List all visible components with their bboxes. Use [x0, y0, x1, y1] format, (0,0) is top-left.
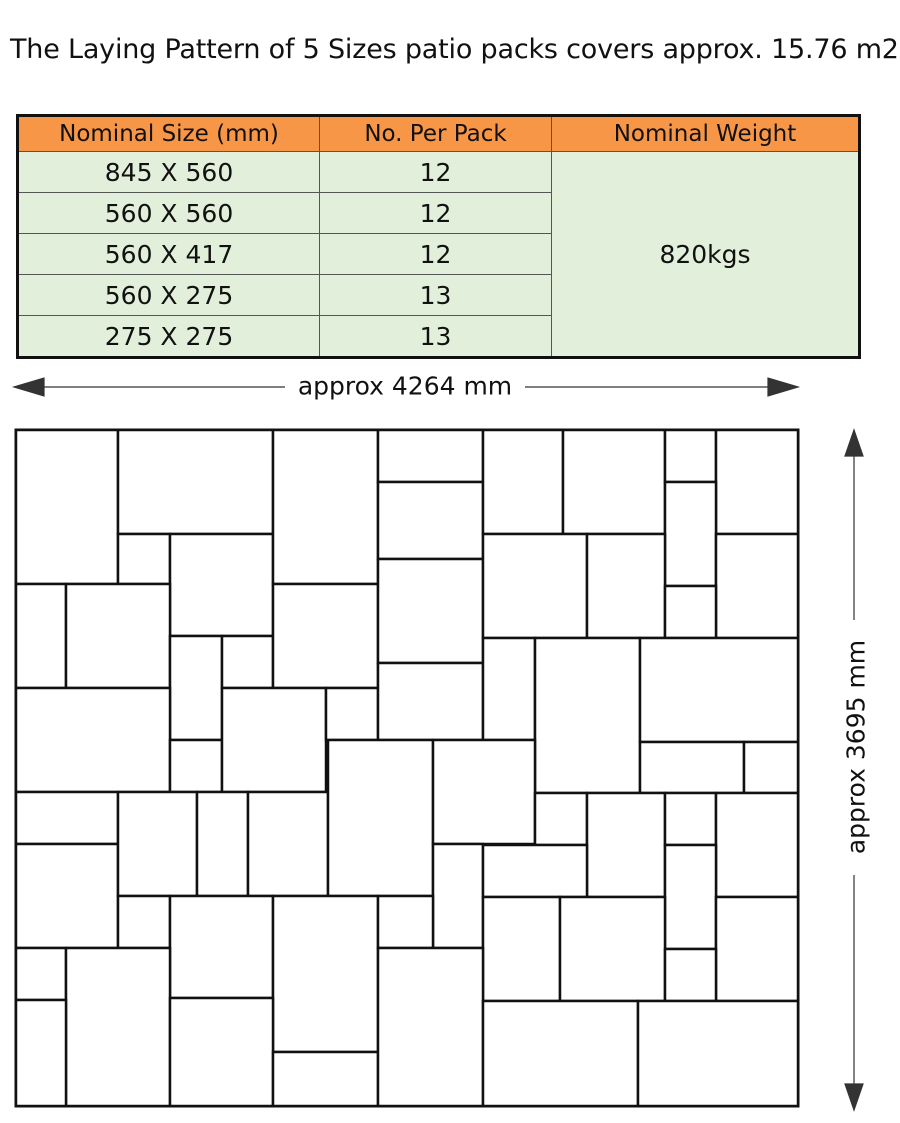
count-cell: 12 — [320, 152, 552, 193]
paving-slab — [433, 740, 535, 844]
paving-slab — [483, 430, 563, 534]
size-cell: 560 X 560 — [18, 193, 320, 234]
paving-slab — [563, 430, 665, 534]
paving-slab — [535, 793, 587, 845]
paving-slab — [273, 584, 378, 688]
paving-slab — [716, 897, 798, 1001]
paving-slab — [716, 430, 798, 534]
paving-slab — [665, 482, 716, 586]
paving-slab — [66, 584, 170, 688]
size-cell: 275 X 275 — [18, 316, 320, 358]
header-no-per-pack: No. Per Pack — [320, 116, 552, 152]
count-cell: 12 — [320, 234, 552, 275]
count-cell: 13 — [320, 316, 552, 358]
paving-slab — [328, 740, 433, 896]
paving-slab — [665, 845, 716, 949]
paving-slab — [118, 792, 197, 896]
paving-slab — [378, 948, 483, 1106]
paving-slab — [16, 844, 118, 948]
header-nominal-weight: Nominal Weight — [552, 116, 860, 152]
paving-slab — [273, 896, 378, 1052]
paving-slab — [16, 792, 118, 844]
size-cell: 560 X 275 — [18, 275, 320, 316]
paving-slab — [587, 534, 665, 638]
paving-slab — [16, 1000, 66, 1106]
paving-slab — [378, 559, 483, 663]
paving-slab — [170, 534, 273, 636]
paving-slab — [535, 638, 640, 793]
paving-slab — [665, 586, 716, 638]
paving-slab — [433, 844, 483, 948]
count-cell: 13 — [320, 275, 552, 316]
paving-slab — [170, 636, 222, 740]
size-cell: 845 X 560 — [18, 152, 320, 193]
paving-slab — [16, 584, 66, 688]
paving-slab — [560, 897, 665, 1001]
count-cell: 12 — [320, 193, 552, 234]
paving-slab — [483, 845, 587, 897]
paving-slab — [118, 534, 170, 584]
paving-slab — [640, 638, 798, 742]
paving-slab — [222, 688, 326, 792]
header-nominal-size: Nominal Size (mm) — [18, 116, 320, 152]
paving-slab — [273, 430, 378, 584]
paving-slab — [378, 663, 483, 740]
paving-slab — [378, 482, 483, 559]
paving-slab — [483, 534, 587, 638]
paving-slab — [197, 792, 248, 896]
paving-slab — [222, 636, 273, 688]
weight-cell: 820kgs — [552, 152, 860, 358]
paving-slab — [16, 688, 170, 792]
paving-slab — [665, 793, 716, 845]
paving-slab — [118, 896, 170, 948]
paving-slab — [170, 740, 222, 792]
paving-slab — [716, 534, 798, 638]
paving-slab — [378, 896, 433, 948]
paving-slab — [665, 430, 716, 482]
paving-slab — [66, 948, 170, 1106]
paving-slab — [273, 1052, 378, 1106]
paving-slab — [170, 896, 273, 998]
paving-slab — [16, 430, 118, 584]
paving-slab — [378, 430, 483, 482]
paving-slab — [640, 742, 744, 793]
page-title: The Laying Pattern of 5 Sizes patio packs covers approx. 15.76 m2 — [10, 34, 899, 65]
paving-slab — [483, 638, 535, 740]
paving-slab — [587, 793, 665, 897]
paving-slab — [170, 998, 273, 1106]
paving-slab — [118, 430, 273, 534]
paving-slab — [744, 742, 798, 793]
width-label: approx 4264 mm — [290, 372, 520, 401]
paving-slab — [16, 948, 66, 1000]
height-label: approx 3695 mm — [842, 632, 871, 862]
paving-slab — [483, 897, 560, 1001]
paving-slab — [638, 1001, 798, 1106]
size-cell: 560 X 417 — [18, 234, 320, 275]
paving-slab — [716, 793, 798, 897]
paving-slab — [248, 792, 328, 896]
paving-slab — [483, 1001, 638, 1106]
paving-slab — [665, 949, 716, 1001]
paving-slab — [326, 688, 378, 740]
